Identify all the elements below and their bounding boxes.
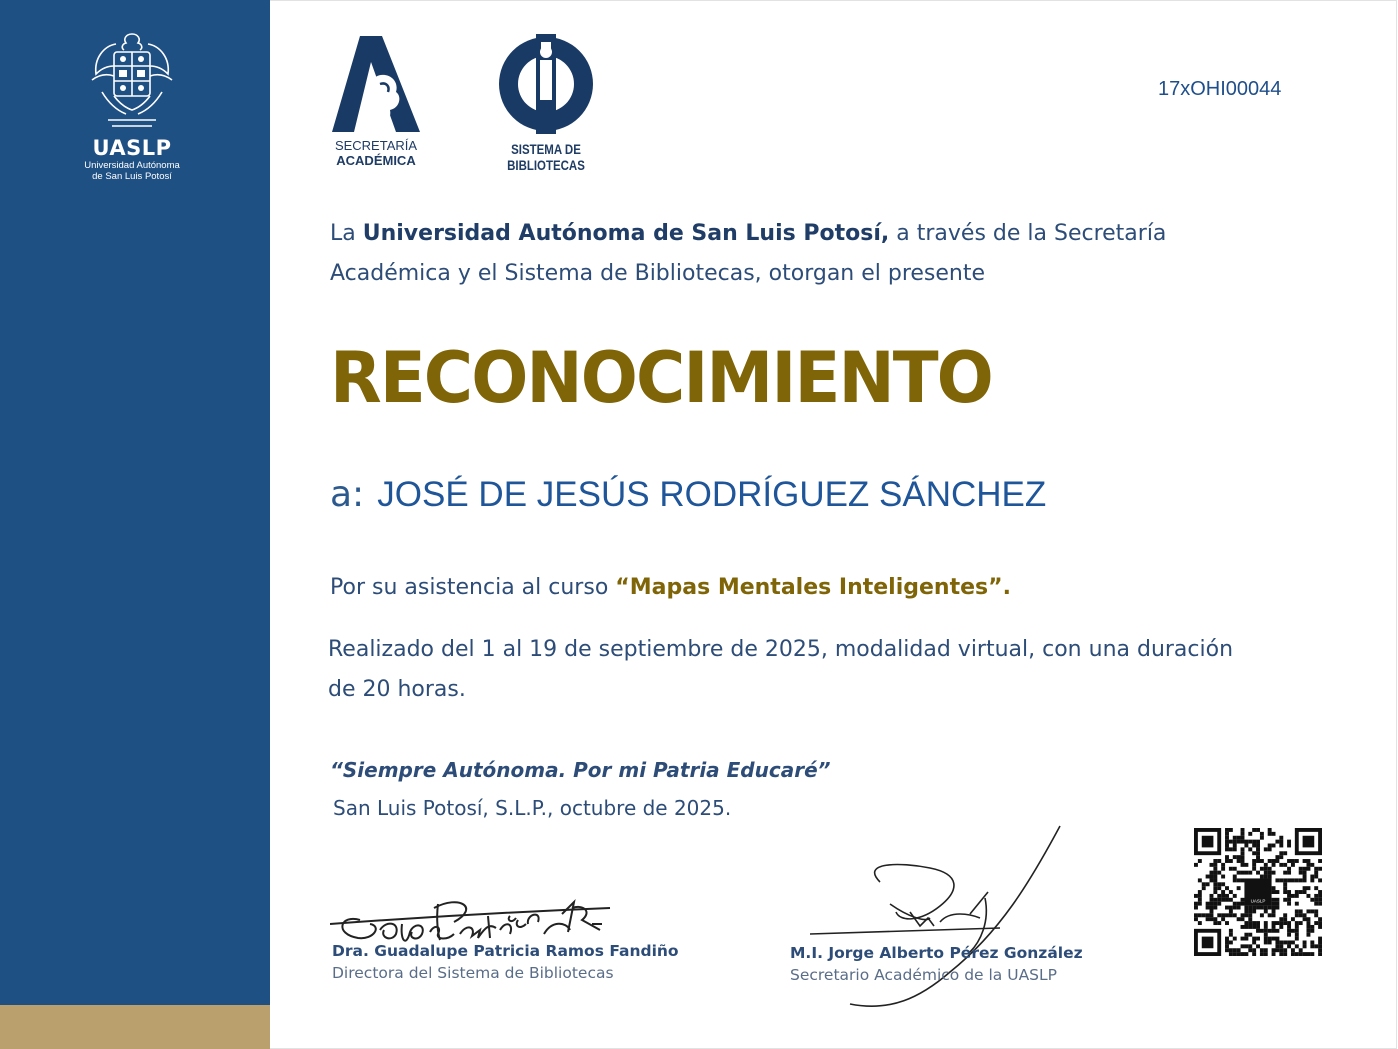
- signatory-name: M.I. Jorge Alberto Pérez González: [790, 944, 1083, 962]
- letter-a-logo-icon: [330, 34, 422, 134]
- sistema-bibliotecas-logo: [492, 34, 600, 174]
- signature-block-secretario: [790, 942, 1210, 986]
- signature-block-directora: [332, 940, 752, 984]
- secretaria-label-line1: SECRETARÍA: [334, 138, 418, 153]
- certificate-title: RECONOCIMIENTO: [330, 337, 992, 419]
- signatory-role: Secretario Académico de la UASLP: [790, 966, 1057, 984]
- eagle-shield-icon: [86, 30, 178, 130]
- bibliotecas-i-logo-icon: [496, 34, 596, 134]
- qr-code-icon: [1194, 828, 1322, 956]
- secretaria-label-line2: ACADÉMICA: [336, 153, 416, 168]
- intro-paragraph: [330, 214, 1230, 294]
- course-details: Realizado del 1 al 19 de septiembre de 2025, modalidad virtual, con una duración de 20 horas.: [328, 637, 1234, 702]
- sidebar-band: [0, 0, 270, 1005]
- intro-post: a través de la Secretaría Académica y el Sistema de Bibliotecas, otorgan el presente: [330, 221, 1167, 286]
- bibliotecas-label: [500, 142, 592, 174]
- course-pre: Por su asistencia al curso: [330, 575, 616, 600]
- course-name: “Mapas Mentales Inteligentes”.: [615, 575, 1011, 600]
- course-line: [330, 570, 1011, 606]
- uaslp-wordmark: UASLP: [92, 136, 172, 160]
- folio-number: 17xOHI00044: [1158, 78, 1282, 100]
- intro-pre: La: [330, 221, 363, 246]
- qr-center-label: UASLP: [1250, 898, 1266, 904]
- motto: “Siempre Autónoma. Por mi Patria Educaré”: [330, 758, 831, 782]
- sidebar-gold-band: [0, 1005, 270, 1049]
- signatory-name: Dra. Guadalupe Patricia Ramos Fandiño: [332, 942, 679, 960]
- recipient-name: JOSÉ DE JESÚS RODRÍGUEZ SÁNCHEZ: [377, 475, 1047, 514]
- bibliotecas-label-line1: SISTEMA DE: [511, 142, 581, 157]
- recipient: [330, 474, 1046, 515]
- recipient-prefix: a:: [330, 474, 365, 515]
- secretaria-academica-logo: [326, 34, 426, 168]
- bibliotecas-label-line2: BIBLIOTECAS: [507, 158, 585, 173]
- uaslp-subtitle-line1: Universidad Autónoma: [84, 160, 180, 171]
- signatory-role: Directora del Sistema de Bibliotecas: [332, 964, 614, 982]
- place-date: San Luis Potosí, S.L.P., octubre de 2025.: [333, 796, 732, 820]
- uaslp-logo: [72, 30, 192, 182]
- intro-university: Universidad Autónoma de San Luis Potosí,: [362, 221, 890, 246]
- uaslp-subtitle-line2: de San Luis Potosí: [92, 171, 172, 182]
